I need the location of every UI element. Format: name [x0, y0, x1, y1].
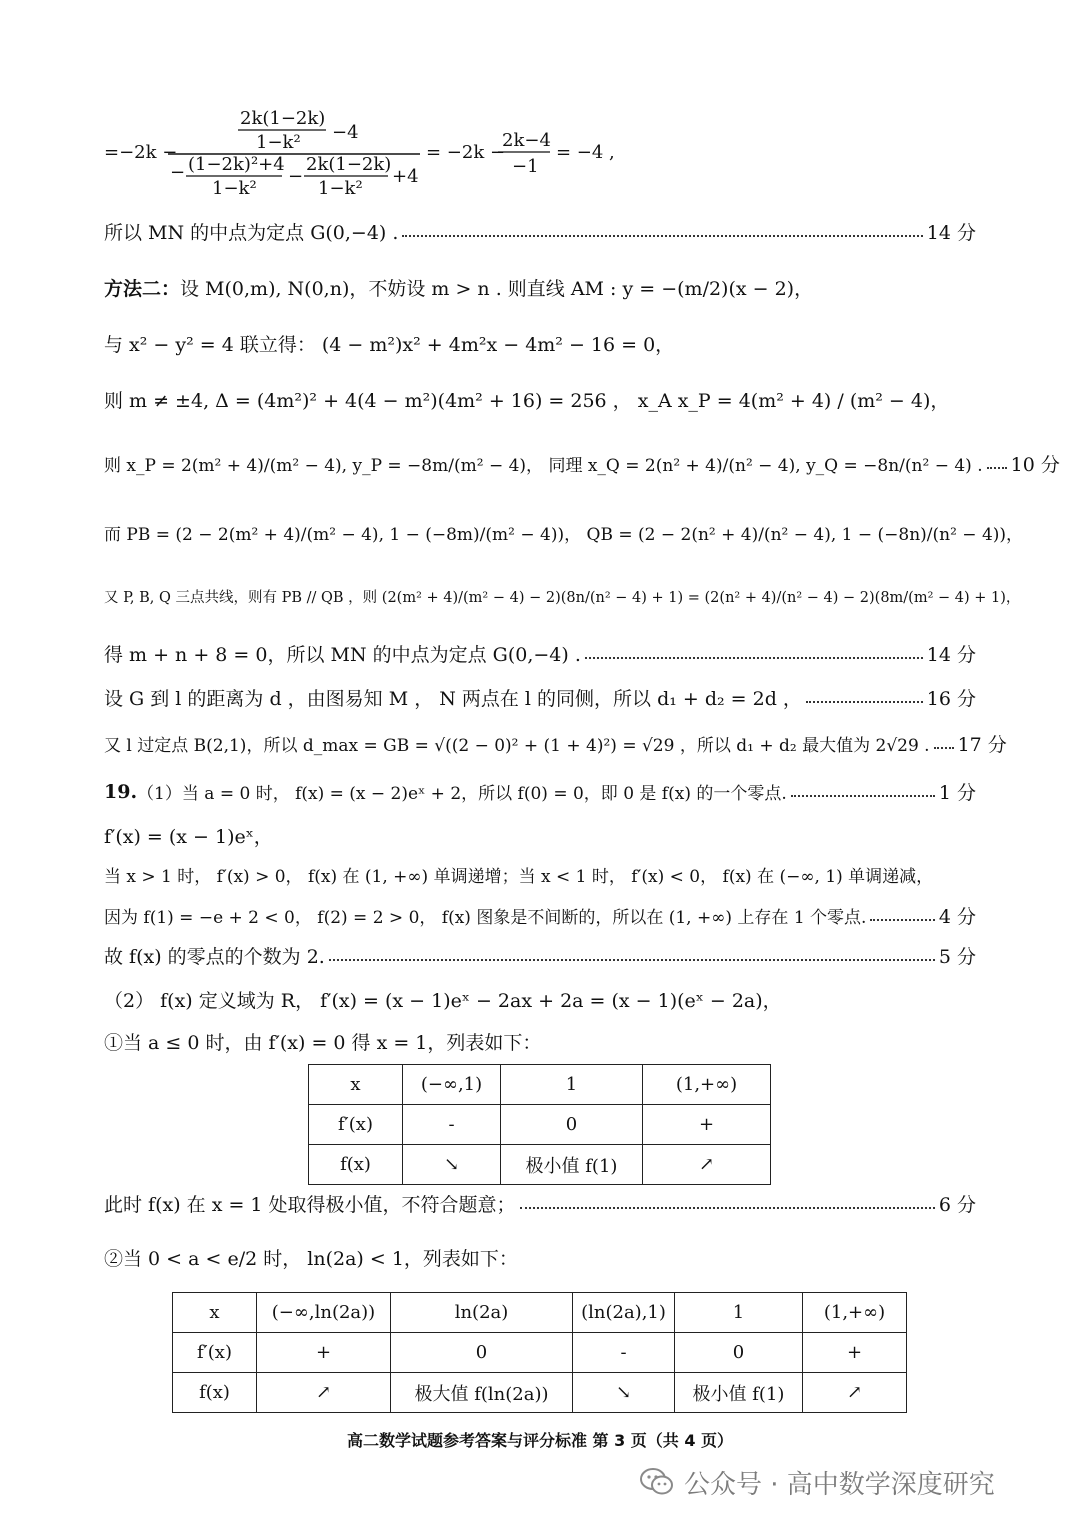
- table-cell: ↗: [803, 1373, 907, 1413]
- table-cell: (−∞,1): [403, 1065, 501, 1105]
- line-vectors: 而 PB = (2 − 2(m² + 4)/(m² − 4), 1 − (−8m)/(m² − 4))， QB = (2 − 2(n² + 4)/(n² − 4), 1 − (−8n)/(n² − 4))，: [104, 525, 1024, 545]
- line-q19-part1: 19. （1）当 a = 0 时， f(x) = (x − 2)eˣ + 2，所以 f(0) = 0，即 0 是 f(x) 的一个零点. 1 分: [104, 778, 976, 805]
- line-zero-exists: 因为 f(1) = −e + 2 < 0， f(2) = 2 > 0， f(x) 图象是不间断的，所以在 (1, +∞) 上存在 1 个零点. 4 分: [104, 902, 976, 929]
- line-simultaneous: 与 x² − y² = 4 联立得： (4 − m²)x² + 4m²x − 4m² − 16 = 0，: [104, 334, 675, 356]
- line-zero-count: 故 f(x) 的零点的个数为 2. 5 分: [104, 942, 976, 969]
- score: 5 分: [938, 946, 976, 968]
- table-cell: 1: [675, 1293, 803, 1333]
- line-part2-domain: （2） f(x) 定义域为 R， f′(x) = (x − 1)eˣ − 2ax + 2a = (x − 1)(eˣ − 2a)，: [104, 990, 782, 1012]
- monotonic-table-1: [308, 1064, 771, 1185]
- table-cell: 极小值 f(1): [675, 1373, 803, 1413]
- dot-leader: [520, 1207, 935, 1209]
- score: 14 分: [926, 644, 976, 666]
- table-cell: -: [403, 1105, 501, 1145]
- watermark: [640, 1460, 995, 1504]
- wechat-icon: [640, 1467, 674, 1497]
- table-cell: x: [173, 1293, 257, 1333]
- table-cell: 0: [675, 1333, 803, 1373]
- dot-leader: [934, 747, 954, 749]
- table-row: [173, 1333, 907, 1373]
- formula-num-tail: −4: [332, 122, 359, 143]
- formula-den-tail: +4: [392, 166, 419, 187]
- table-row: [309, 1065, 771, 1105]
- table-cell: f(x): [173, 1373, 257, 1413]
- formula-num-bottom: 1−k²: [256, 132, 301, 153]
- svg-text:−: −: [170, 162, 186, 183]
- table-cell: ↗: [257, 1373, 391, 1413]
- table-row: [173, 1293, 907, 1333]
- method-two-label: 方法二：: [104, 278, 181, 300]
- dot-leader: [329, 959, 935, 961]
- line-conclusion-1: 所以 MN 的中点为定点 G(0,−4) . 14 分: [104, 218, 976, 245]
- table-cell: (ln(2a),1): [573, 1293, 675, 1333]
- table-cell: +: [257, 1333, 391, 1373]
- formula-den-b-bottom: 1−k²: [318, 178, 363, 198]
- dot-leader: [870, 919, 934, 921]
- table-row: [309, 1145, 771, 1185]
- score: 14 分: [926, 222, 976, 244]
- table-cell: (1,+∞): [803, 1293, 907, 1333]
- line-monotonic: 当 x > 1 时， f′(x) > 0， f(x) 在 (1, +∞) 单调递增；当 x < 1 时， f′(x) < 0， f(x) 在 (−∞, 1) 单调递减，: [104, 867, 934, 887]
- score: 17 分: [957, 734, 1007, 756]
- table-cell: -: [573, 1333, 675, 1373]
- line-method-two: 方法二： 设 M(0,m), N(0,n)，不妨设 m > n . 则直线 AM : y = −(m/2)(x − 2)，: [104, 274, 976, 301]
- table-cell: ↗: [643, 1145, 771, 1185]
- formula-rhs-bottom: −1: [512, 156, 539, 177]
- page-footer: 高二数学试题参考答案与评分标准 第 3 页（共 4 页）: [346, 1431, 734, 1450]
- formula-den-b-top: 2k(1−2k): [306, 154, 392, 175]
- table-cell: f′(x): [309, 1105, 403, 1145]
- question-number: 19.: [104, 780, 138, 803]
- table-cell: f′(x): [173, 1333, 257, 1373]
- line-discriminant: 则 m ≠ ±4, Δ = (4m²)² + 4(4 − m²)(4m² + 16) = 256 ， x_A x_P = 4(m² + 4) / (m² − 4)，: [104, 390, 950, 412]
- table-cell: ln(2a): [391, 1293, 573, 1333]
- dot-leader: [402, 235, 922, 237]
- formula-num-top: 2k(1−2k): [240, 108, 326, 129]
- formula-rhs1: = −2k −: [426, 142, 506, 163]
- line-case1: ①当 a ≤ 0 时，由 f′(x) = 0 得 x = 1，列表如下：: [104, 1032, 542, 1054]
- table-cell: ↘: [403, 1145, 501, 1185]
- formula-den-a-top: (1−2k)²+4: [188, 154, 285, 175]
- dot-leader: [987, 467, 1007, 469]
- score: 1 分: [938, 782, 976, 804]
- svg-text:−: −: [288, 166, 304, 187]
- table-cell: 0: [391, 1333, 573, 1373]
- table-cell: 极大值 f(ln(2a)): [391, 1373, 573, 1413]
- table-cell: 1: [501, 1065, 643, 1105]
- table-cell: +: [803, 1333, 907, 1373]
- line-case1-conclusion: 此时 f(x) 在 x = 1 处取得极小值，不符合题意； 6 分: [104, 1190, 976, 1217]
- formula-den-a-bottom: 1−k²: [212, 178, 257, 198]
- line-coordinates-pq: 则 x_P = 2(m² + 4)/(m² − 4), y_P = −8m/(m² − 4)， 同理 x_Q = 2(n² + 4)/(n² − 4), y_Q = −8n/(n² − 4) . 10 分: [104, 450, 976, 477]
- table-cell: ↘: [573, 1373, 675, 1413]
- score: 6 分: [938, 1194, 976, 1216]
- formula-rhs2: = −4 ,: [556, 142, 615, 163]
- dot-leader: [791, 795, 935, 797]
- table-cell: x: [309, 1065, 403, 1105]
- table-cell: 极小值 f(1): [501, 1145, 643, 1185]
- table-cell: (−∞,ln(2a)): [257, 1293, 391, 1333]
- table-cell: f(x): [309, 1145, 403, 1185]
- formula-rhs-top: 2k−4: [502, 130, 551, 151]
- dot-leader: [585, 657, 923, 659]
- table-cell: 0: [501, 1105, 643, 1145]
- line-case2: ②当 0 < a < e/2 时， ln(2a) < 1，列表如下：: [104, 1248, 518, 1270]
- line-derivative: f′(x) = (x − 1)eˣ，: [104, 826, 273, 848]
- table-row: [173, 1373, 907, 1413]
- line-distance: 设 G 到 l 的距离为 d ，由图易知 M ， N 两点在 l 的同侧，所以 d₁ + d₂ = 2d ， 16 分: [104, 684, 976, 711]
- line-max-distance: 又 l 过定点 B(2,1)，所以 d_max = GB = √((2 − 0)² + (1 + 4)²) = √29 ，所以 d₁ + d₂ 最大值为 2√29 . 17 分: [104, 730, 976, 757]
- formula-compound-fraction: [104, 98, 904, 198]
- line-conclusion-2: 得 m + n + 8 = 0，所以 MN 的中点为定点 G(0,−4) . 14 分: [104, 640, 976, 667]
- dot-leader: [806, 701, 923, 703]
- score: 4 分: [938, 906, 976, 928]
- watermark-text: 公众号 · 高中数学深度研究: [684, 1469, 995, 1500]
- formula-lhs: =−2k −: [104, 142, 178, 163]
- table-cell: (1,+∞): [643, 1065, 771, 1105]
- table-row: [309, 1105, 771, 1145]
- score: 10 分: [1010, 454, 1060, 476]
- line-collinear: 又 P, B, Q 三点共线，则有 PB // QB ，则 (2(m² + 4)/(m² − 4) − 2)(8n/(n² − 4) + 1) = (2(n² + 4)/(n² − 4) − 2)(8m/(m² − 4) + 1)，: [104, 590, 1021, 606]
- monotonic-table-2: [172, 1292, 907, 1413]
- score: 16 分: [926, 688, 976, 710]
- table-cell: +: [643, 1105, 771, 1145]
